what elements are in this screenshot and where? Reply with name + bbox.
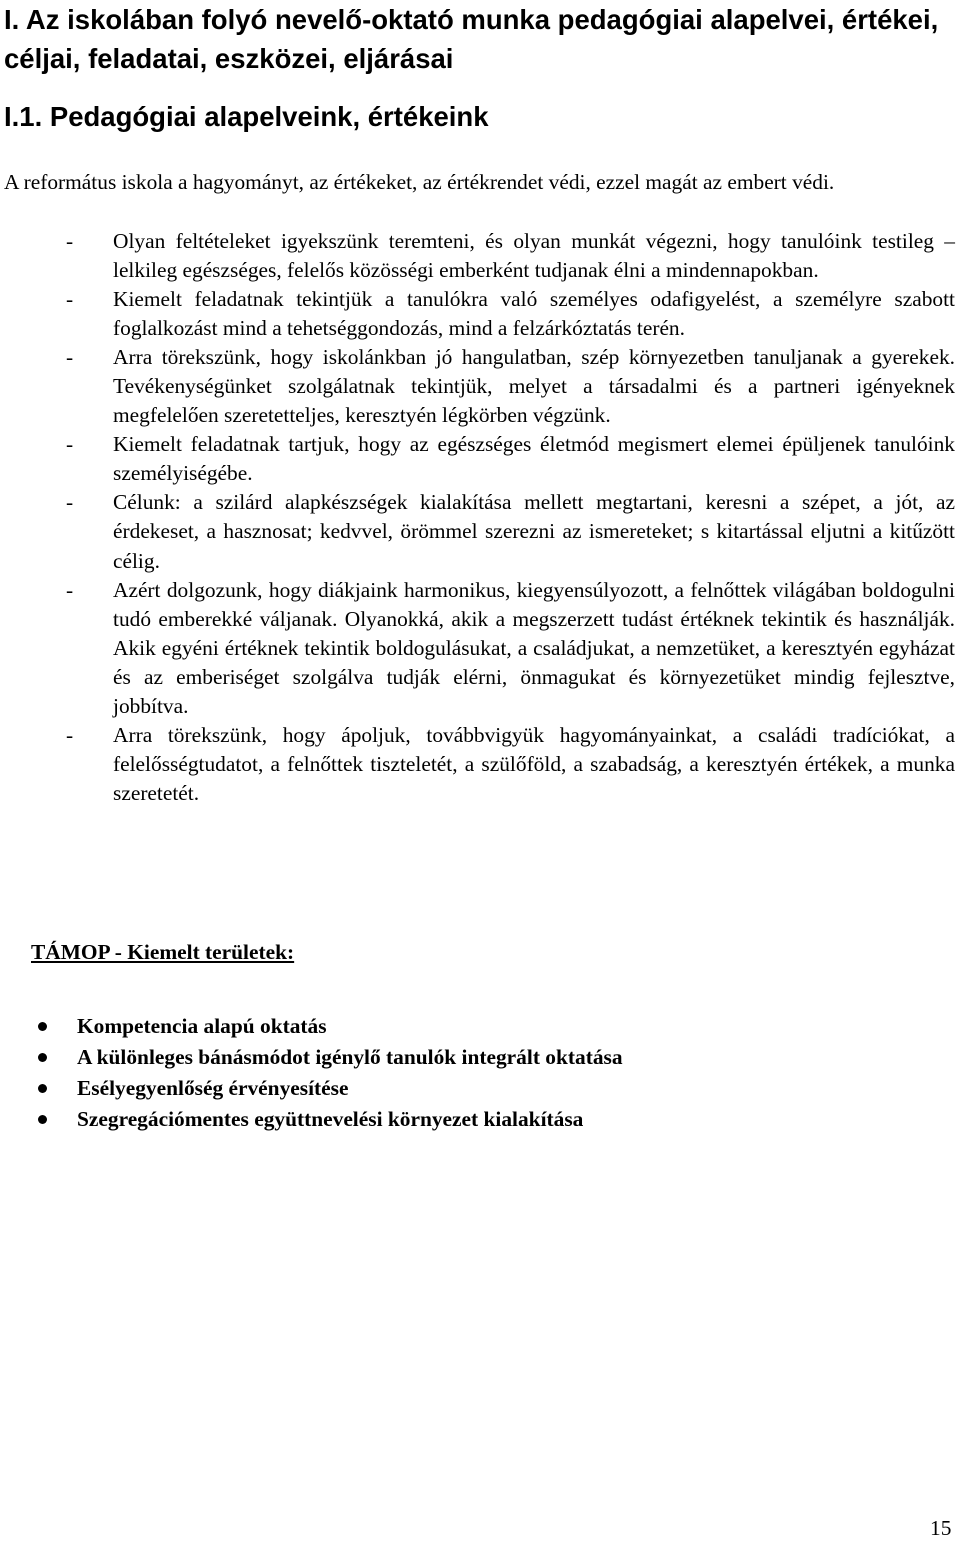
list-item xyxy=(0,488,955,575)
list-item xyxy=(0,430,955,488)
dash-marker: - xyxy=(66,722,74,747)
dash-marker: - xyxy=(66,229,74,253)
principles-list xyxy=(0,227,960,808)
list-item-text: Olyan feltételeket igyekszünk teremteni, és olyan munkát végezni, hogy tanulóink testileg – lelkileg egészséges, felelős közösségi emberként tudjanak élni a mindennapokban. xyxy=(113,229,955,283)
bullet-icon xyxy=(38,1022,47,1031)
chapter-heading: I. Az iskolában folyó nevelő-oktató munka pedagógiai alapelvei, értékei, céljai, feladatai, eszközei, eljárásai xyxy=(4,4,939,74)
list-item xyxy=(0,343,955,430)
list-item xyxy=(0,227,955,285)
bullet-icon xyxy=(38,1053,47,1062)
list-item-text: Szegregációmentes együttnevelési környezet kialakítása xyxy=(77,1107,584,1131)
list-item-text: Azért dolgozunk, hogy diákjaink harmonikus, kiegyensúlyozott, a felnőttek világában boldogulni tudó emberekké váljanak. Olyanokká, akik a megszerzett tudást értéknek tekintik és használják. Akik egyéni értéknek tekintik boldogulásukat, a családjukat, a nemzetüket, a keresztyén egyházat és az emberiséget szolgálva tudják elérni, önmagukat és környezetüket mindig fejlesztve, jobbítva. xyxy=(113,577,955,718)
list-item xyxy=(0,1042,960,1073)
tamop-heading: TÁMOP - Kiemelt területek: xyxy=(31,940,295,964)
dash-marker: - xyxy=(66,577,74,602)
intro-paragraph: A református iskola a hagyományt, az értékeket, az értékrendet védi, ezzel magát az embert védi. xyxy=(4,170,835,194)
list-item-text: Esélyegyenlőség érvényesítése xyxy=(77,1076,349,1100)
dash-marker: - xyxy=(66,287,74,312)
list-item xyxy=(0,1073,960,1104)
list-item-text: Arra törekszünk, hogy ápoljuk, továbbvigyük hagyományainkat, a családi tradíciókat, a felelősségtudatot, a felnőttek tiszteletét, a szülőföld, a szabadság, a keresztyén értékek, a munka szeretetét. xyxy=(113,722,955,805)
section-heading-values: I.1. Pedagógiai alapelveink, értékeink xyxy=(4,101,489,132)
bullet-icon xyxy=(38,1115,47,1124)
dash-marker: - xyxy=(66,432,74,457)
priority-areas-list xyxy=(0,1011,960,1135)
bullet-icon xyxy=(38,1084,47,1093)
list-item-text: Arra törekszünk, hogy iskolánkban jó hangulatban, szép környezetben tanuljanak a gyerekek. Tevékenységünket szolgálatnak tekintjük, melyet a társadalmi és a partneri igényeknek megfelelően szeretetteljes, keresztyén légkörben végzünk. xyxy=(113,345,955,428)
list-item-text: Kiemelt feladatnak tartjuk, hogy az egészséges életmód megismert elemei épüljenek tanulóink személyiségébe. xyxy=(113,432,955,486)
list-item xyxy=(0,721,955,808)
dash-marker: - xyxy=(66,345,74,370)
list-item xyxy=(0,1011,960,1042)
list-item xyxy=(0,576,955,721)
list-item-text: Célunk: a szilárd alapkészségek kialakítása mellett megtartani, keresni a szépet, a jót, az érdekeset, a hasznosat; kedvvel, örömmel szerezni az ismereteket; s kitartással eljutni a kitűzött célig. xyxy=(113,490,955,573)
list-item xyxy=(0,285,955,343)
dash-marker: - xyxy=(66,490,74,515)
list-item-text: A különleges bánásmódot igénylő tanulók integrált oktatása xyxy=(77,1045,623,1069)
page-number: 15 xyxy=(930,1516,952,1540)
list-item-text: Kompetencia alapú oktatás xyxy=(77,1014,327,1038)
list-item-text: Kiemelt feladatnak tekintjük a tanulókra való személyes odafigyelést, a személyre szabott foglalkozást mind a tehetséggondozás, mind a felzárkóztatás terén. xyxy=(113,287,955,341)
list-item xyxy=(0,1104,960,1135)
